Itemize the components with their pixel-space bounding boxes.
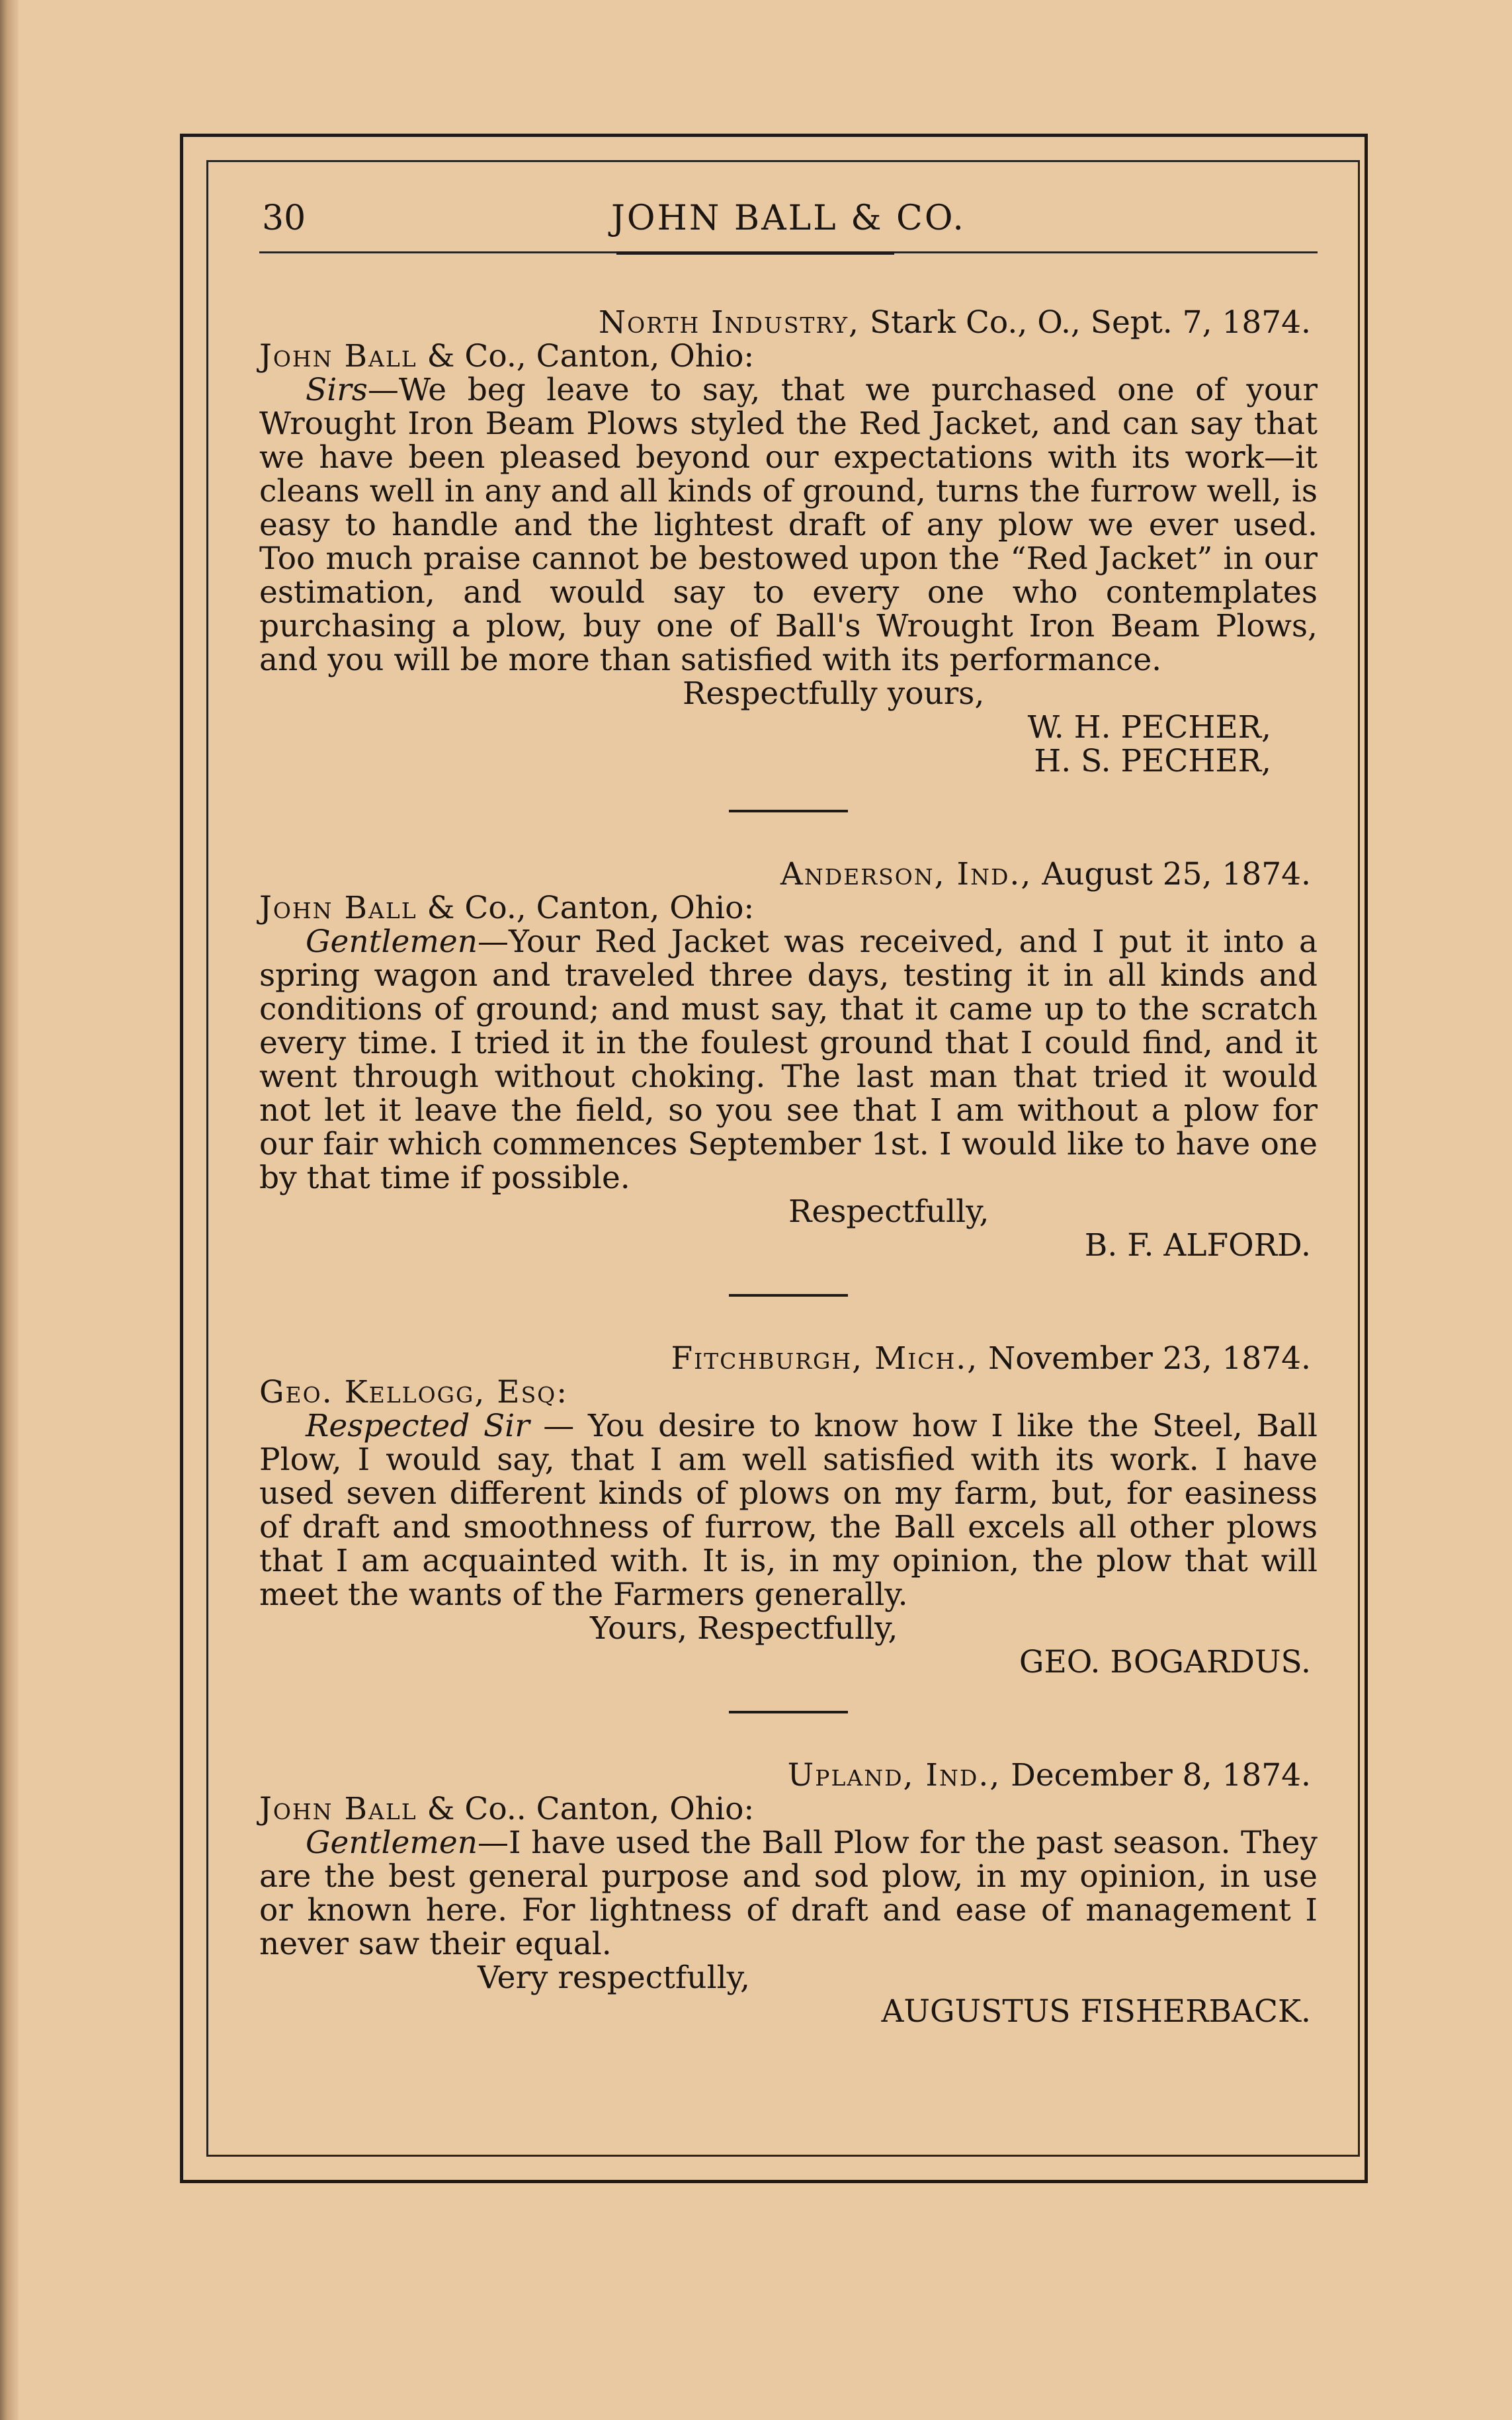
signature: H. S. PECHER,: [1034, 743, 1271, 779]
running-header: [259, 192, 1318, 251]
dateline: Upland, Ind., December 8, 1874.: [787, 1757, 1311, 1793]
running-title: JOHN BALL & CO.: [611, 198, 966, 238]
letter-body: Gentlemen—Your Red Jacket was received, and I put it into a spring wagon and traveled three days, testing it in all kinds and conditions of ground; and must say, that it came up to the scratch every time. I tried it in the foulest ground that I could find, and it went through without choking. The last man that tried it would not let it leave the field, so you see that I am without a plow for our fair which commences September 1st. I would like to have one by that time if possible.: [259, 924, 1318, 1196]
letter-north-industry: [259, 306, 1318, 778]
dateline: Anderson, Ind., August 25, 1874.: [780, 856, 1311, 892]
letter-fitchburgh: [259, 1342, 1318, 1679]
closing: Very respectfully,: [478, 1960, 750, 1996]
closing: Yours, Respectfully,: [590, 1610, 898, 1647]
signature: AUGUSTUS FISHERBACK.: [881, 1993, 1311, 2030]
letter-upland: [259, 1758, 1318, 2028]
addressee: John Ball & Co., Canton, Ohio:: [259, 338, 755, 374]
addressee: John Ball & Co.. Canton, Ohio:: [259, 1791, 755, 1827]
dateline: Fitchburgh, Mich., November 23, 1874.: [671, 1340, 1311, 1377]
closing: Respectfully,: [788, 1193, 989, 1230]
letter-body: Sirs—We beg leave to say, that we purchased one of your Wrought Iron Beam Plows styled the Red Jacket, and can say that we have been pleased beyond our expectations with its work—it cleans well in any and all kinds of ground, turns the furrow well, is easy to handle and the lightest draft of any plow we ever used. Too much praise cannot be bestowed upon the “Red Jacket” in our estimation, and would say to every one who contemplates purchasing a plow, buy one of Ball's Wrought Iron Beam Plows, and you will be more than satisfied with its performance.: [259, 372, 1318, 678]
section-divider: [729, 1711, 848, 1713]
letter-anderson: [259, 857, 1318, 1262]
page-edge: [0, 0, 19, 2420]
addressee: John Ball & Co., Canton, Ohio:: [259, 890, 755, 926]
signature: W. H. PECHER,: [1027, 709, 1271, 746]
addressee: Geo. Kellogg, Esq:: [259, 1374, 569, 1410]
page-number: 30: [262, 198, 306, 238]
section-divider: [729, 810, 848, 812]
section-divider: [729, 1294, 848, 1297]
closing: Respectfully yours,: [683, 675, 985, 712]
dateline: North Industry, Stark Co., O., Sept. 7, 1874.: [598, 304, 1311, 341]
signature: GEO. BOGARDUS.: [1019, 1644, 1311, 1680]
header-rule: [259, 251, 1318, 259]
letter-body: Gentlemen—I have used the Ball Plow for the past season. They are the best general purpose and sod plow, in my opinion, in use or known here. For lightness of draft and ease of management I never saw their equal.: [259, 1825, 1318, 1962]
letter-body: Respected Sir — You desire to know how I like the Steel, Ball Plow, I would say, that I am well satisfied with its work. I have used seven different kinds of plows on my farm, but, for easiness of draft and smoothness of furrow, the Ball excels all other plows that I am acquainted with. It is, in my opinion, the plow that will meet the wants of the Farmers generally.: [259, 1408, 1318, 1613]
signature: B. F. ALFORD.: [1084, 1227, 1311, 1264]
page-content: [259, 192, 1318, 2028]
